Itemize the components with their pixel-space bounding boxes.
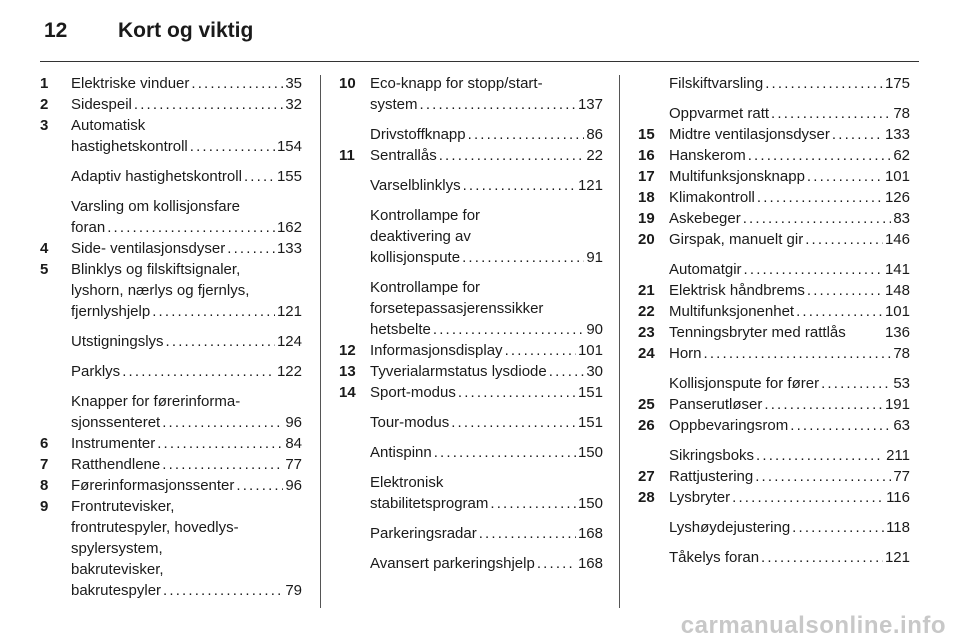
leader-dots <box>792 517 884 538</box>
leader-dots <box>755 466 891 487</box>
index-column-1 <box>40 73 302 601</box>
page-reference: 146 <box>884 231 910 248</box>
index-entry <box>638 145 910 166</box>
entry-label: Klimakontroll <box>669 189 755 206</box>
page-reference: 91 <box>586 249 603 266</box>
entry-label: sjonssenteret <box>71 414 161 431</box>
entry-label: Parkeringsradar <box>370 525 477 542</box>
entry-label: Førerinformasjonssenter <box>71 477 235 494</box>
entry-label: foran <box>71 219 106 236</box>
leader-dots <box>162 454 283 475</box>
entry-label: Multifunksjonsknapp <box>669 168 805 185</box>
item-number: 7 <box>40 456 49 473</box>
leader-dots <box>479 523 576 544</box>
watermark: carmanualsonline.info <box>680 612 946 639</box>
entry-label: Multifunksjonenhet <box>669 303 795 320</box>
index-entry <box>339 124 603 145</box>
entry-text-line: spylersystem, <box>71 540 163 557</box>
entry-label: bakrutespyler <box>71 582 162 599</box>
leader-dots <box>439 145 585 166</box>
entry-label: stabilitetsprogram <box>370 495 489 512</box>
item-number: 17 <box>638 168 655 185</box>
entry-text-line: Knapper for førerinforma- <box>71 393 241 410</box>
leader-dots <box>152 301 275 322</box>
entry-label: Hanskerom <box>669 147 746 164</box>
index-entry <box>40 238 302 259</box>
index-entry <box>638 343 910 364</box>
index-entry <box>40 115 302 157</box>
entry-text-line: Varsling om kollisjonsfare <box>71 198 240 215</box>
page-reference: 151 <box>577 414 603 431</box>
index-entry <box>638 187 910 208</box>
page-reference: 77 <box>893 468 910 485</box>
entry-label: hetsbelte <box>370 321 431 338</box>
page-reference: 150 <box>577 444 603 461</box>
page-header <box>0 0 960 62</box>
entry-label: Instrumenter <box>71 435 156 452</box>
item-number: 23 <box>638 324 655 341</box>
entry-text-line: Automatisk <box>71 117 146 134</box>
entry-label: Avansert parkeringshjelp <box>370 555 535 572</box>
page-reference: 86 <box>586 126 603 143</box>
leader-dots <box>771 103 891 124</box>
leader-dots <box>227 238 275 259</box>
entry-label: Sentrallås <box>370 147 437 164</box>
leader-dots <box>468 124 585 145</box>
item-number: 24 <box>638 345 655 362</box>
entry-text-line: Eco-knapp for stopp/start- <box>370 75 543 92</box>
index-entry <box>40 166 302 187</box>
index-entry <box>339 361 603 382</box>
leader-dots <box>163 580 283 601</box>
index-entry <box>638 73 910 94</box>
leader-dots <box>505 340 576 361</box>
entry-label: fjernlyshjelp <box>71 303 151 320</box>
entry-label: Askebeger <box>669 210 741 227</box>
leader-dots <box>458 382 576 403</box>
leader-dots <box>757 187 883 208</box>
index-entry <box>638 166 910 187</box>
entry-text-line: frontrutespyler, hovedlys- <box>71 519 239 536</box>
index-entry <box>638 208 910 229</box>
leader-dots <box>462 247 584 268</box>
leader-dots <box>433 319 584 340</box>
entry-label: hastighetskontroll <box>71 138 188 155</box>
leader-dots <box>743 208 892 229</box>
item-number: 14 <box>339 384 356 401</box>
item-number: 12 <box>339 342 356 359</box>
page-reference: 53 <box>893 375 910 392</box>
page-reference: 101 <box>884 168 910 185</box>
entry-label: Utstigningslys <box>71 333 164 350</box>
entry-label: Automatgir <box>669 261 742 278</box>
entry-text-line: Kontrollampe for <box>370 207 481 224</box>
page-reference: 133 <box>884 126 910 143</box>
index-entry <box>638 445 910 466</box>
page-reference: 124 <box>276 333 302 350</box>
item-number: 10 <box>339 75 356 92</box>
item-number: 9 <box>40 498 49 515</box>
leader-dots <box>549 361 585 382</box>
page-reference: 101 <box>884 303 910 320</box>
leader-dots <box>807 166 883 187</box>
leader-dots <box>704 343 892 364</box>
item-number: 26 <box>638 417 655 434</box>
entry-label: Tåkelys foran <box>669 549 760 566</box>
item-number: 25 <box>638 396 655 413</box>
index-entry <box>339 73 603 115</box>
item-number: 19 <box>638 210 655 227</box>
index-entry <box>40 475 302 496</box>
item-number: 16 <box>638 147 655 164</box>
index-entry <box>638 517 910 538</box>
index-entry <box>40 73 302 94</box>
entry-label: Oppvarmet ratt <box>669 105 770 122</box>
entry-label: Antispinn <box>370 444 432 461</box>
leader-dots <box>756 445 884 466</box>
leader-dots <box>790 415 891 436</box>
index-entry <box>638 259 910 280</box>
leader-dots <box>537 553 576 574</box>
entry-text-line: bakrutevisker, <box>71 561 164 578</box>
index-entry <box>40 196 302 238</box>
entry-label: Kollisjonspute for fører <box>669 375 820 392</box>
item-number: 28 <box>638 489 655 506</box>
entry-label: Elektrisk håndbrems <box>669 282 805 299</box>
entry-label: Tour-modus <box>370 414 450 431</box>
page-reference: 191 <box>884 396 910 413</box>
entry-text-line: forsetepassasjerenssikker <box>370 300 544 317</box>
index-entry <box>40 331 302 352</box>
leader-dots <box>732 487 884 508</box>
index-entry <box>40 259 302 322</box>
leader-dots <box>761 547 883 568</box>
leader-dots <box>796 301 883 322</box>
page-reference: 101 <box>577 342 603 359</box>
index-column-2 <box>339 73 603 583</box>
item-number: 22 <box>638 303 655 320</box>
leader-dots <box>832 124 883 145</box>
index-entry <box>40 361 302 382</box>
page-reference: 96 <box>285 414 302 431</box>
leader-dots <box>190 136 275 157</box>
leader-dots <box>107 217 275 238</box>
index-entry <box>40 454 302 475</box>
page-reference: 154 <box>276 138 302 155</box>
index-entry <box>638 547 910 568</box>
entry-label: Informasjonsdisplay <box>370 342 503 359</box>
page-reference: 84 <box>285 435 302 452</box>
chapter-title: Kort og viktig <box>118 19 254 42</box>
leader-dots <box>490 493 576 514</box>
item-number: 13 <box>339 363 356 380</box>
entry-label: Oppbevaringsrom <box>669 417 789 434</box>
entry-label: Side- ventilasjonsdyser <box>71 240 226 257</box>
item-number: 21 <box>638 282 655 299</box>
index-entry <box>638 394 910 415</box>
page-reference: 122 <box>276 363 302 380</box>
entry-text-line: deaktivering av <box>370 228 471 245</box>
index-entry <box>638 124 910 145</box>
index-entry <box>339 442 603 463</box>
entry-label: Panserutløser <box>669 396 763 413</box>
item-number: 20 <box>638 231 655 248</box>
item-number: 2 <box>40 96 49 113</box>
page-reference: 148 <box>884 282 910 299</box>
entry-label: Girspak, manuelt gir <box>669 231 804 248</box>
leader-dots <box>244 166 275 187</box>
index-entry <box>638 301 910 322</box>
index-entry <box>339 553 603 574</box>
index-entry <box>339 340 603 361</box>
column-divider <box>619 75 620 608</box>
page-reference: 90 <box>586 321 603 338</box>
index-entry <box>40 433 302 454</box>
leader-dots <box>805 229 883 250</box>
page-reference: 155 <box>276 168 302 185</box>
leader-dots <box>463 175 576 196</box>
entry-text-line: Kontrollampe for <box>370 279 481 296</box>
index-entry <box>638 466 910 487</box>
leader-dots <box>191 73 283 94</box>
index-entry <box>339 277 603 340</box>
index-entry <box>638 229 910 250</box>
item-number: 4 <box>40 240 49 257</box>
page-reference: 63 <box>893 417 910 434</box>
page-reference: 141 <box>884 261 910 278</box>
item-number: 27 <box>638 468 655 485</box>
page-reference: 30 <box>586 363 603 380</box>
index-entry <box>40 391 302 433</box>
item-number: 18 <box>638 189 655 206</box>
page-reference: 162 <box>276 219 302 236</box>
index-column-3 <box>638 73 910 577</box>
index-entry <box>638 415 910 436</box>
leader-dots <box>764 394 883 415</box>
item-number: 11 <box>339 147 355 164</box>
page-reference: 83 <box>893 210 910 227</box>
page-reference: 126 <box>884 189 910 206</box>
entry-text-line: Blinklys og filskiftsignaler, <box>71 261 241 278</box>
index-entry <box>339 472 603 514</box>
entry-label: Sport-modus <box>370 384 456 401</box>
entry-text-line: Elektronisk <box>370 474 444 491</box>
entry-label: Tenningsbryter med rattlås <box>669 324 846 341</box>
item-number: 15 <box>638 126 655 143</box>
leader-dots <box>744 259 883 280</box>
entry-label: Tyverialarmstatus lysdiode <box>370 363 547 380</box>
page-reference: 175 <box>884 75 910 92</box>
index-entry <box>40 496 302 601</box>
entry-text-line: Frontrutevisker, <box>71 498 175 515</box>
page-reference: 137 <box>577 96 603 113</box>
leader-dots <box>166 331 275 352</box>
index-entry <box>638 103 910 124</box>
index-entry <box>339 382 603 403</box>
index-entry <box>339 412 603 433</box>
leader-dots <box>821 373 891 394</box>
page-reference: 78 <box>893 345 910 362</box>
entry-text-line: lyshorn, nærlys og fjernlys, <box>71 282 250 299</box>
page-reference: 79 <box>285 582 302 599</box>
page-reference: 133 <box>276 240 302 257</box>
item-number: 8 <box>40 477 49 494</box>
page-reference: 35 <box>285 75 302 92</box>
entry-label: Rattjustering <box>669 468 754 485</box>
index-entry <box>638 487 910 508</box>
entry-label: Adaptiv hastighetskontroll <box>71 168 242 185</box>
entry-label: Varselblinklys <box>370 177 461 194</box>
item-number: 6 <box>40 435 49 452</box>
page-reference: 77 <box>285 456 302 473</box>
page-reference: 121 <box>577 177 603 194</box>
entry-label: Filskiftvarsling <box>669 75 764 92</box>
index-entry <box>339 523 603 544</box>
entry-label: Sikringsboks <box>669 447 755 464</box>
entry-label: Lysbryter <box>669 489 731 506</box>
leader-dots <box>765 73 883 94</box>
index-entry <box>638 280 910 301</box>
entry-label: Sidespeil <box>71 96 132 113</box>
index-entry <box>638 322 910 343</box>
index-entry <box>40 94 302 115</box>
entry-label: Drivstoffknapp <box>370 126 466 143</box>
header-divider <box>40 61 919 62</box>
page-reference: 62 <box>893 147 910 164</box>
page-reference: 136 <box>884 324 910 341</box>
leader-dots <box>162 412 283 433</box>
entry-label: Elektriske vinduer <box>71 75 190 92</box>
leader-dots <box>420 94 576 115</box>
page-reference: 121 <box>884 549 910 566</box>
page-reference: 168 <box>577 525 603 542</box>
entry-label: Horn <box>669 345 702 362</box>
index-entry <box>339 205 603 268</box>
leader-dots <box>157 433 283 454</box>
page-reference: 150 <box>577 495 603 512</box>
entry-label: system <box>370 96 418 113</box>
entry-label: kollisjonspute <box>370 249 461 266</box>
page-reference: 78 <box>893 105 910 122</box>
item-number: 1 <box>40 75 49 92</box>
leader-dots <box>122 361 275 382</box>
item-number: 3 <box>40 117 49 134</box>
page-reference: 32 <box>285 96 302 113</box>
leader-dots <box>451 412 576 433</box>
entry-label: Midtre ventilasjonsdyser <box>669 126 830 143</box>
column-divider <box>320 75 321 608</box>
page-reference: 22 <box>586 147 603 164</box>
page-reference: 151 <box>577 384 603 401</box>
page-number: 12 <box>44 19 68 42</box>
entry-label: Parklys <box>71 363 121 380</box>
index-entry <box>339 145 603 166</box>
leader-dots <box>434 442 576 463</box>
leader-dots <box>807 280 883 301</box>
leader-dots <box>134 94 283 115</box>
page-reference: 96 <box>285 477 302 494</box>
entry-label: Lyshøydejustering <box>669 519 791 536</box>
index-entry <box>339 175 603 196</box>
page-reference: 116 <box>886 489 910 506</box>
page-reference: 121 <box>276 303 302 320</box>
page-reference: 211 <box>886 447 910 464</box>
index-entry <box>638 373 910 394</box>
page-reference: 168 <box>577 555 603 572</box>
leader-dots <box>748 145 892 166</box>
entry-label: Ratthendlene <box>71 456 161 473</box>
page-reference: 118 <box>886 519 910 536</box>
item-number: 5 <box>40 261 49 278</box>
leader-dots <box>236 475 283 496</box>
